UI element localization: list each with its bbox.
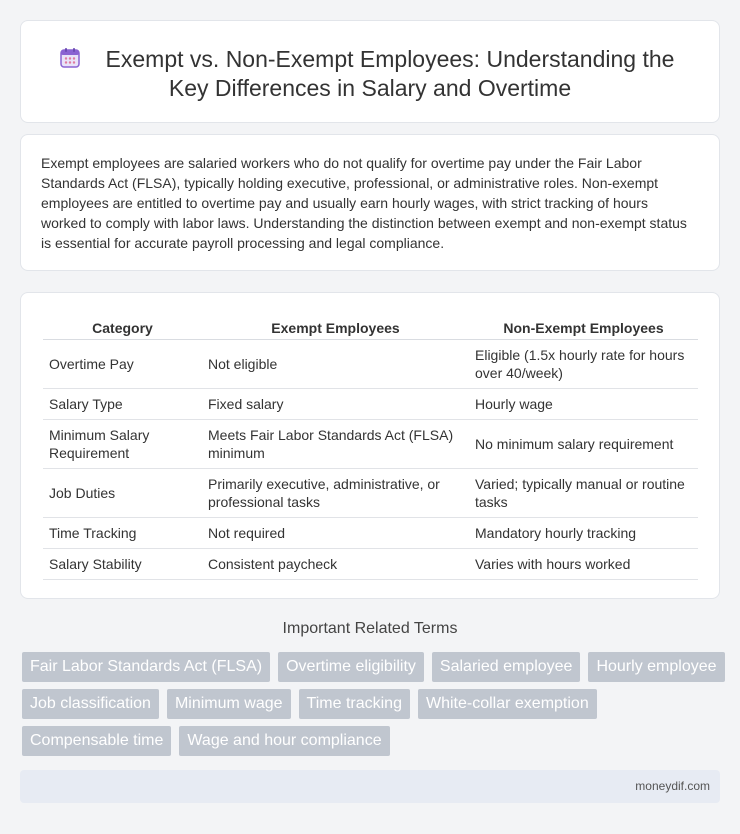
comparison-table-card xyxy=(20,292,720,599)
tag-flsa[interactable]: Fair Labor Standards Act (FLSA) xyxy=(22,652,270,682)
table-cell: Overtime Pay xyxy=(43,339,202,388)
table-cell: Mandatory hourly tracking xyxy=(469,517,698,548)
intro-card xyxy=(20,134,720,271)
comparison-table xyxy=(43,313,698,580)
table-cell: Not required xyxy=(202,517,469,548)
table-row xyxy=(43,468,698,517)
table-cell: Hourly wage xyxy=(469,388,698,419)
title-line-2: Key Differences in Salary and Overtime xyxy=(168,75,572,101)
table-cell: Time Tracking xyxy=(43,517,202,548)
tag-overtime-eligibility[interactable]: Overtime eligibility xyxy=(278,652,424,682)
title-line-1: Exempt vs. Non-Exempt Employees: Understanding the xyxy=(105,46,675,72)
table-cell: Salary Stability xyxy=(43,548,202,579)
table-header-row xyxy=(43,313,698,339)
table-cell: Salary Type xyxy=(43,388,202,419)
table-row xyxy=(43,517,698,548)
page-title xyxy=(21,45,719,103)
tag-minimum-wage[interactable]: Minimum wage xyxy=(167,689,291,719)
tag-row xyxy=(22,726,722,756)
tag-salaried-employee[interactable]: Salaried employee xyxy=(432,652,581,682)
table-row xyxy=(43,388,698,419)
tag-row xyxy=(22,689,722,719)
header-category: Category xyxy=(43,313,202,339)
related-terms-heading: Important Related Terms xyxy=(282,620,458,637)
table-cell: Varied; typically manual or routine tasks xyxy=(469,468,698,517)
footer xyxy=(20,770,720,803)
table-cell: No minimum salary requirement xyxy=(469,419,698,468)
table-row xyxy=(43,548,698,579)
tag-time-tracking[interactable]: Time tracking xyxy=(299,689,410,719)
tag-job-classification[interactable]: Job classification xyxy=(22,689,159,719)
header-exempt: Exempt Employees xyxy=(202,313,469,339)
table-cell: Job Duties xyxy=(43,468,202,517)
table-cell: Meets Fair Labor Standards Act (FLSA) minimum xyxy=(202,419,469,468)
related-terms-tags xyxy=(22,652,722,763)
table-cell: Not eligible xyxy=(202,339,469,388)
table-cell: Consistent paycheck xyxy=(202,548,469,579)
tag-white-collar-exemption[interactable]: White-collar exemption xyxy=(418,689,597,719)
tag-row xyxy=(22,652,722,682)
tag-hourly-employee[interactable]: Hourly employee xyxy=(588,652,724,682)
table-row xyxy=(43,419,698,468)
table-row xyxy=(43,339,698,388)
footer-site-link[interactable]: moneydif.com xyxy=(635,779,710,793)
tag-wage-hour-compliance[interactable]: Wage and hour compliance xyxy=(179,726,389,756)
tag-compensable-time[interactable]: Compensable time xyxy=(22,726,171,756)
table-cell: Primarily executive, administrative, or professional tasks xyxy=(202,468,469,517)
title-card xyxy=(20,20,720,123)
header-non-exempt: Non-Exempt Employees xyxy=(469,313,698,339)
table-cell: Fixed salary xyxy=(202,388,469,419)
table-cell: Varies with hours worked xyxy=(469,548,698,579)
table-cell: Eligible (1.5x hourly rate for hours over 40/week) xyxy=(469,339,698,388)
table-cell: Minimum Salary Requirement xyxy=(43,419,202,468)
intro-paragraph: Exempt employees are salaried workers who do not qualify for overtime pay under the Fair Labor Standards Act (FLSA), typically holding executive, professional, or administrative roles. Non-exempt employees are entitled to overtime pay and usually earn hourly wages, with strict tracking of hours worked to comply with labor laws. Understanding the distinction between exempt and non-exempt status is essential for accurate payroll processing and legal compliance. xyxy=(41,155,687,251)
